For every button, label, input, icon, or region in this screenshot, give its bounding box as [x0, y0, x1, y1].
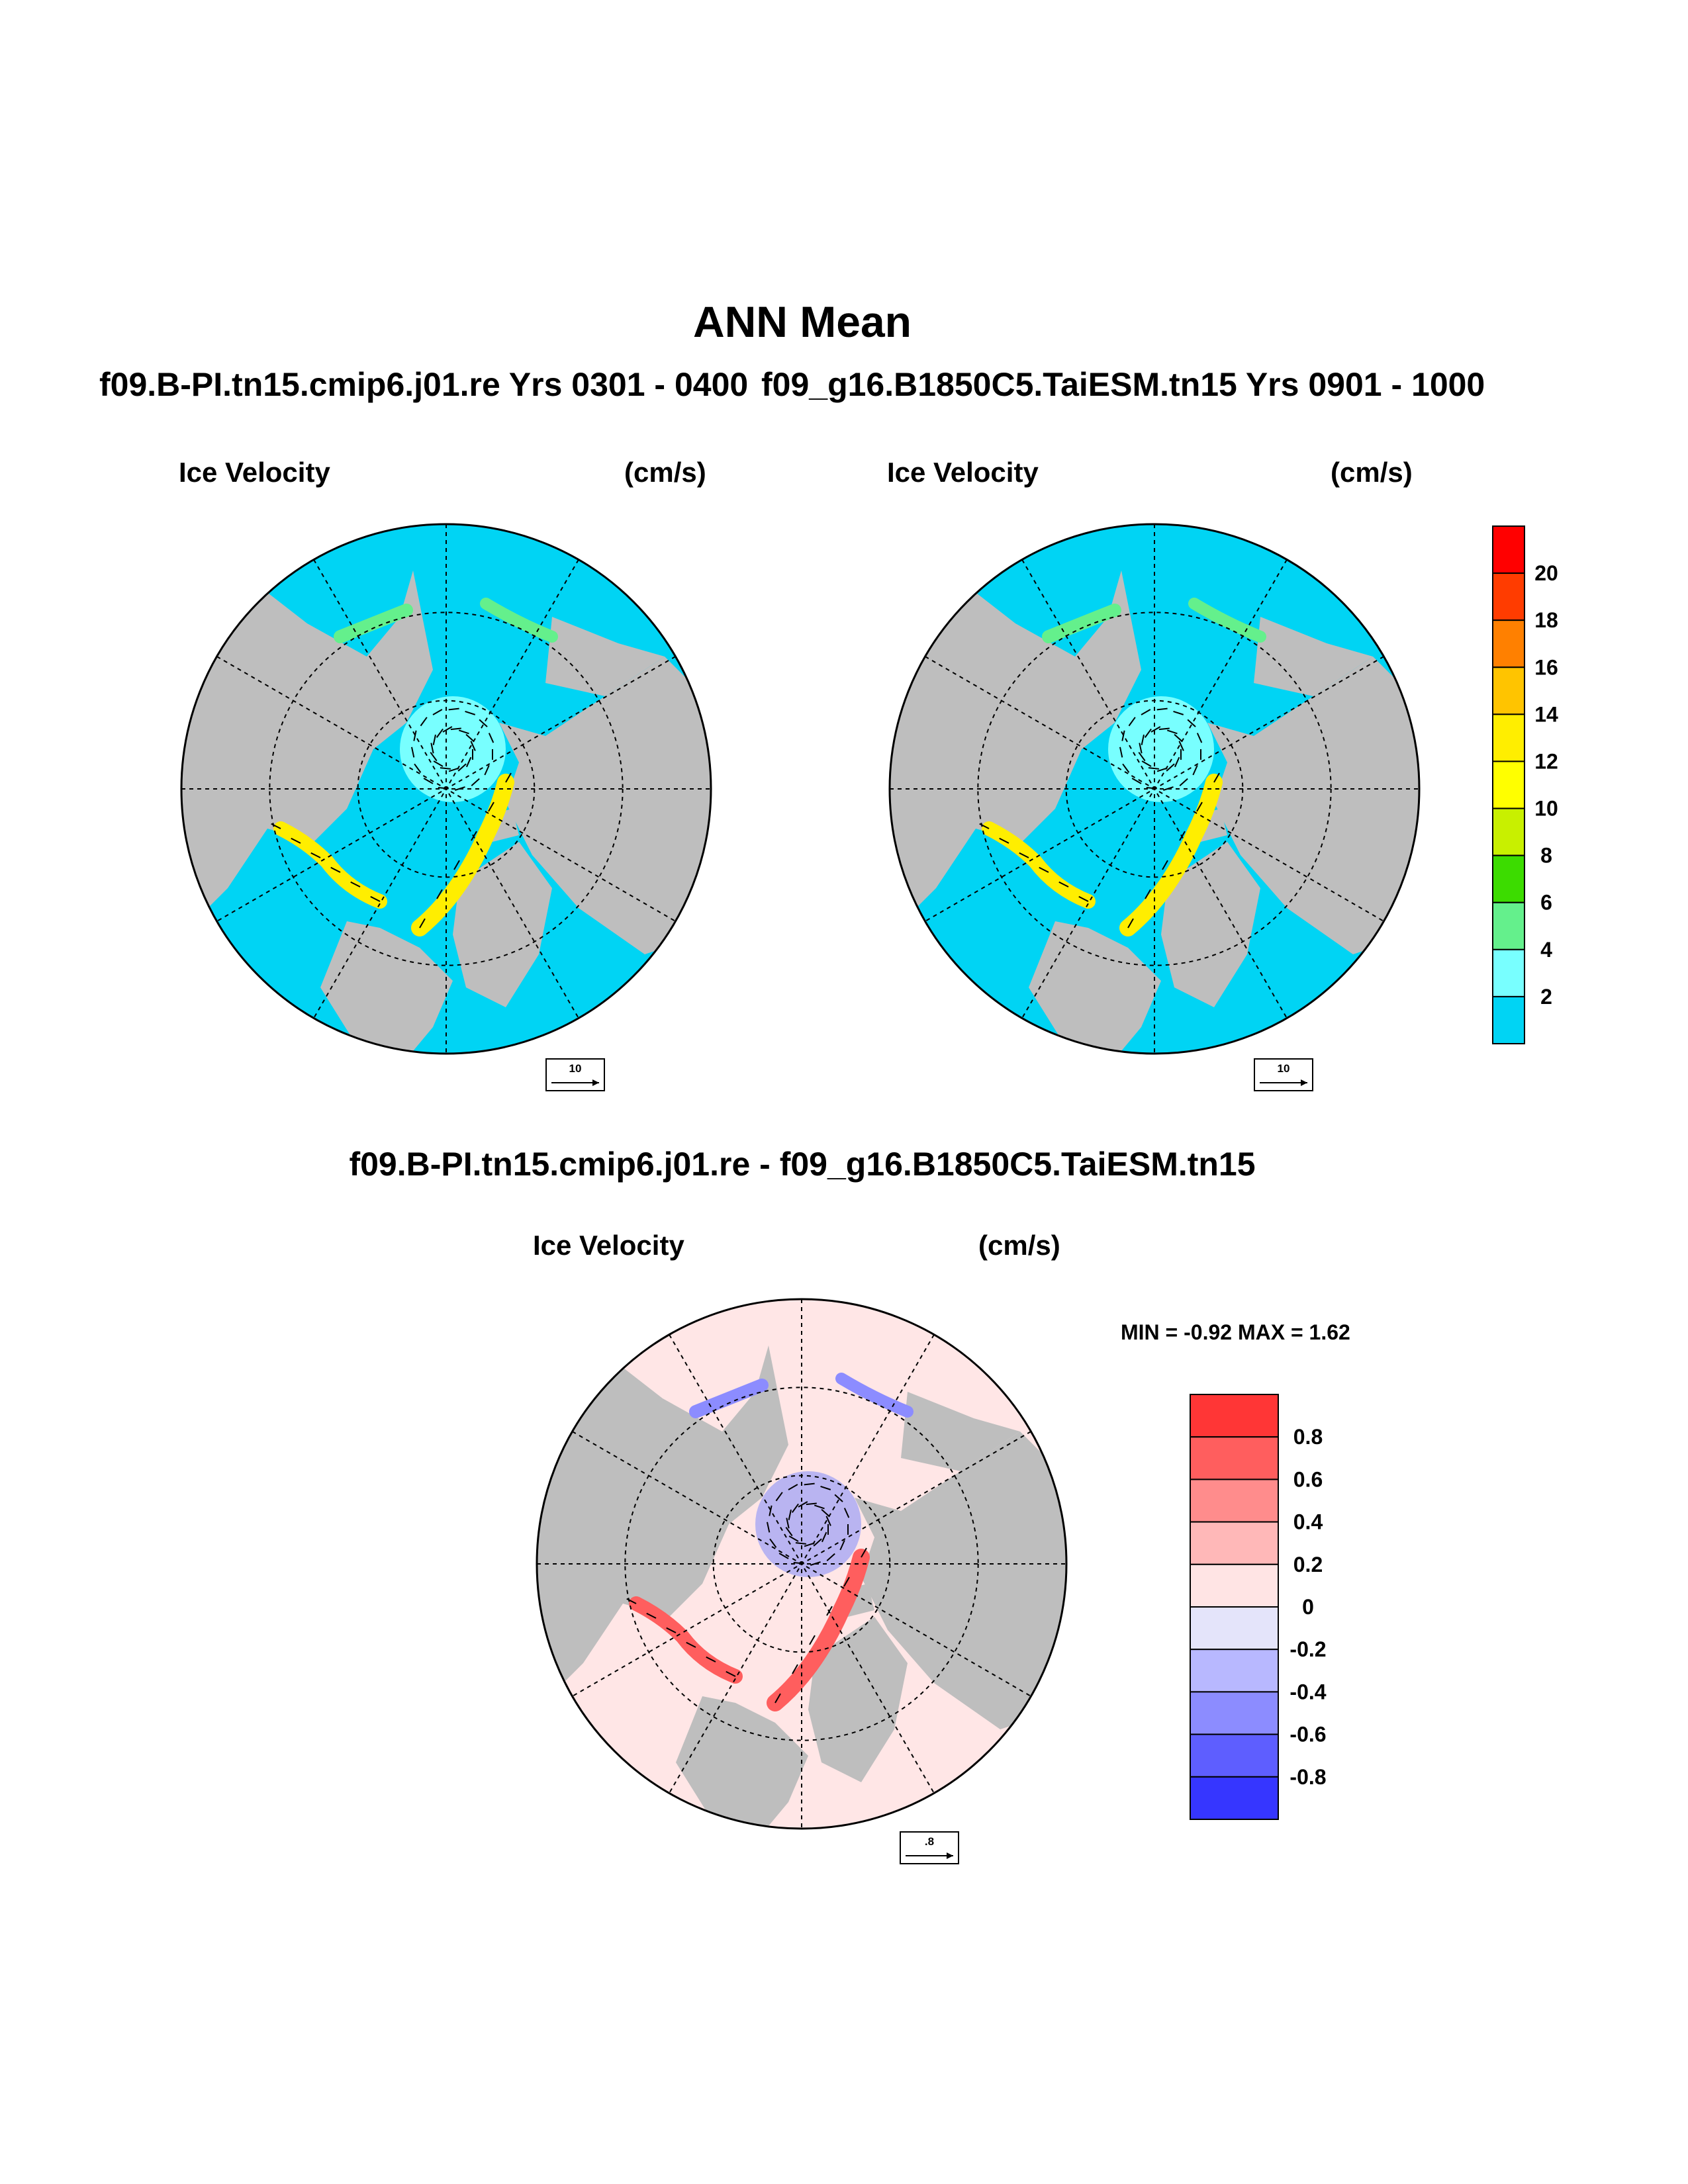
case1-title: f09.B-PI.tn15.cmip6.j01.re Yrs 0301 - 0400 — [99, 366, 749, 403]
colorbar-label: 0.2 — [1293, 1552, 1323, 1576]
colorbar-box — [1190, 1394, 1278, 1437]
colorbar-box — [1493, 526, 1524, 573]
colorbar-box — [1190, 1565, 1278, 1607]
difference-title: f09.B-PI.tn15.cmip6.j01.re - f09_g16.B1850C5.TaiESM.tn15 — [349, 1146, 1256, 1183]
colorbar-label: 0.4 — [1293, 1510, 1323, 1534]
colorbar-label: -0.6 — [1289, 1722, 1327, 1747]
map-panel-3-difference — [517, 1299, 1086, 1842]
colorbar-label: -0.8 — [1289, 1764, 1327, 1789]
colorbar-box — [1493, 620, 1524, 667]
ref-vector-box-2 — [1254, 1059, 1313, 1091]
colorbar-label: 18 — [1534, 608, 1558, 633]
colorbar-box — [1190, 1692, 1278, 1734]
colorbar-label: 6 — [1540, 890, 1552, 915]
map-panel-2 — [870, 524, 1439, 1067]
ref-vector-label-1: 10 — [569, 1062, 582, 1075]
colorbar-label: 0.8 — [1293, 1425, 1323, 1449]
min-max-label: MIN = -0.92 MAX = 1.62 — [1121, 1320, 1350, 1344]
colorbar-label: 20 — [1534, 561, 1558, 586]
colorbar-absolute — [1493, 526, 1558, 1044]
colorbar-label: 12 — [1534, 749, 1558, 774]
colorbar-label: 2 — [1540, 984, 1552, 1009]
colorbar-box — [1493, 903, 1524, 950]
colorbar-box — [1190, 1777, 1278, 1819]
colorbar-label: -0.2 — [1289, 1637, 1327, 1662]
colorbar-box — [1190, 1522, 1278, 1565]
colorbar-label: 8 — [1540, 843, 1552, 868]
colorbar-box — [1493, 667, 1524, 714]
colorbar-box — [1190, 1607, 1278, 1649]
panel2-variable-label: Ice Velocity — [887, 457, 1039, 488]
colorbar-label: 10 — [1534, 796, 1558, 821]
colorbar-label: 16 — [1534, 655, 1558, 680]
ref-vector-label-3: .8 — [924, 1835, 935, 1848]
case2-title: f09_g16.B1850C5.TaiESM.tn15 Yrs 0901 - 1000 — [761, 366, 1485, 403]
colorbar-label: 0 — [1302, 1595, 1314, 1619]
colorbar-box — [1190, 1437, 1278, 1479]
colorbar-box — [1493, 997, 1524, 1044]
colorbar-box — [1493, 950, 1524, 997]
colorbar-box — [1493, 809, 1524, 856]
colorbar-box — [1190, 1479, 1278, 1522]
panel3-variable-label: Ice Velocity — [533, 1230, 684, 1261]
colorbar-label: -0.4 — [1289, 1680, 1327, 1704]
colorbar-box — [1493, 573, 1524, 620]
colorbar-difference — [1190, 1394, 1327, 1819]
panel2-units-label: (cm/s) — [1331, 457, 1413, 488]
colorbar-label: 14 — [1534, 702, 1558, 727]
colorbar-box — [1190, 1735, 1278, 1777]
panel1-variable-label: Ice Velocity — [179, 457, 330, 488]
colorbar-label: 0.6 — [1293, 1467, 1323, 1492]
colorbar-box — [1190, 1649, 1278, 1692]
ref-vector-label-2: 10 — [1277, 1062, 1290, 1075]
colorbar-box — [1493, 714, 1524, 761]
panel3-units-label: (cm/s) — [978, 1230, 1060, 1261]
ref-vector-box-3 — [900, 1832, 959, 1864]
main-title: ANN Mean — [692, 297, 912, 346]
colorbar-box — [1493, 856, 1524, 903]
colorbar-box — [1493, 761, 1524, 808]
panel1-units-label: (cm/s) — [624, 457, 706, 488]
colorbar-label: 4 — [1540, 937, 1552, 962]
map-panel-1 — [162, 524, 731, 1067]
ref-vector-box-1 — [546, 1059, 604, 1091]
